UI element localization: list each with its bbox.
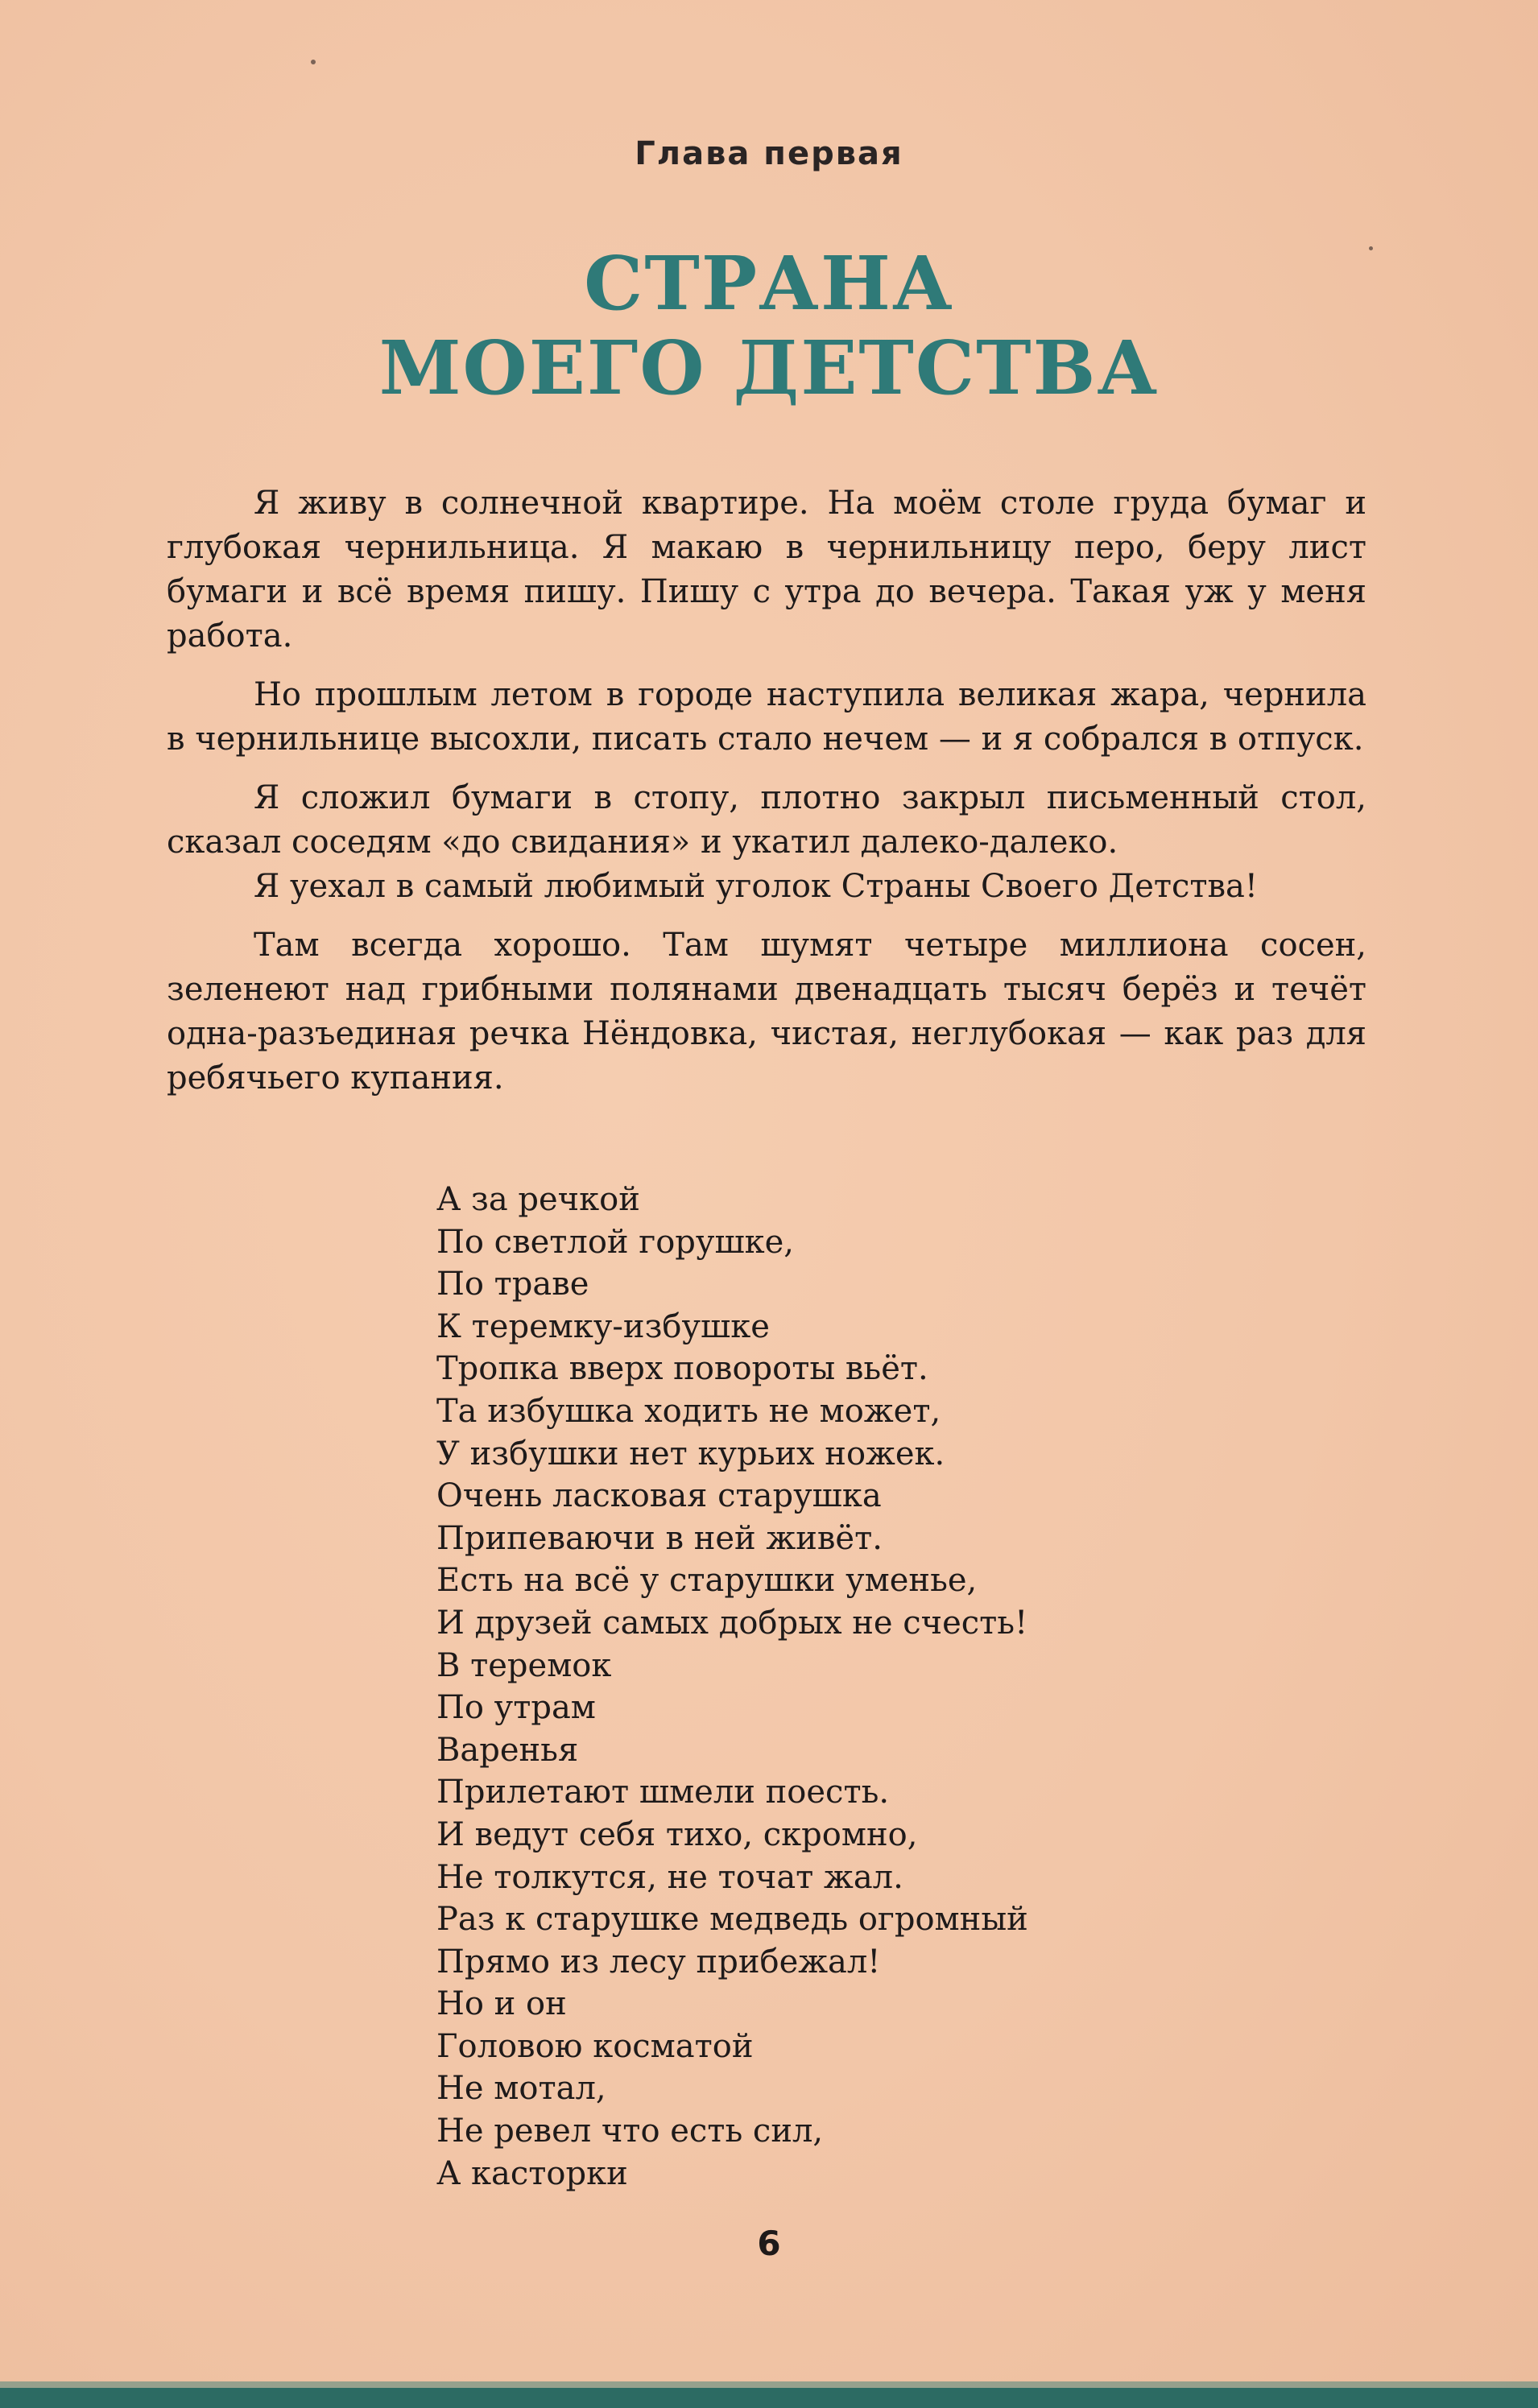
chapter-title-line-1: СТРАНА — [584, 240, 954, 327]
poem-line: А за речкой — [436, 1181, 640, 1218]
poem-line: Прямо из лесу прибежал! — [436, 1943, 881, 1981]
page-edge-shade — [0, 2381, 1538, 2388]
paragraph: Я уехал в самый любимый уголок Страны Своего Детства! — [254, 868, 1258, 905]
poem-line: К теремку-избушке — [436, 1307, 770, 1345]
poem — [436, 1179, 1028, 2195]
page-number: 6 — [757, 2224, 781, 2263]
poem-line: По утрам — [436, 1689, 596, 1727]
poem-line: По траве — [436, 1266, 589, 1303]
poem-line: Не ревел что есть сил, — [436, 2113, 824, 2150]
poem-line: Но и он — [436, 1985, 567, 2023]
poem-line: Есть на всё у старушки уменье, — [436, 1562, 978, 1600]
poem-line: Та избушка ходить не может, — [436, 1392, 941, 1430]
poem-line: По светлой горушке, — [436, 1223, 795, 1261]
page-edge-band — [0, 2388, 1538, 2408]
poem-line: И ведут себя тихо, скромно, — [436, 1815, 918, 1853]
poem-line: Прилетают шмели поесть. — [436, 1774, 890, 1811]
chapter-title — [0, 242, 1538, 411]
chapter-label: Глава первая — [635, 135, 903, 172]
poem-line: Припеваючи в ней живёт. — [436, 1519, 883, 1557]
poem-line: В теремок — [436, 1646, 612, 1684]
paragraph: Но прошлым летом в городе наступила великая жара, чернила в чернильнице высохли, писать стало нечем — и я собрался в отпуск. — [167, 676, 1366, 758]
prose-body — [167, 481, 1366, 1115]
poem-line: И друзей самых добрых не счесть! — [436, 1604, 1028, 1642]
paragraph: Я живу в солнечной квартире. На моём столе груда бумаг и глубокая чернильница. Я макаю в чернильницу перо, беру лист бумаги и всё время пишу. Пишу с утра до вечера. Такая уж у меня работа. — [167, 485, 1366, 655]
paragraph: Я сложил бумаги в стопу, плотно закрыл письменный стол, сказал соседям «до свидания» и укатил далеко-далеко. — [167, 779, 1366, 861]
poem-line: Не толкутся, не точат жал. — [436, 1858, 903, 1896]
poem-line: Головою косматой — [436, 2027, 754, 2065]
chapter-title-line-2: МОЕГО ДЕТСТВА — [378, 324, 1160, 411]
poem-line: У избушки нет курьих ножек. — [436, 1435, 945, 1472]
poem-line: Раз к старушке медведь огромный — [436, 1901, 1028, 1939]
poem-line: Не мотал, — [436, 2070, 606, 2108]
paper-speck — [311, 60, 316, 64]
paragraph: Там всегда хорошо. Там шумят четыре миллиона сосен, зеленеют над грибными полянами двенадцать тысяч берёз и течёт одна-разъединая речка Нёндовка, чистая, неглубокая — как раз для ребячьего купания. — [167, 927, 1366, 1097]
poem-line: Варенья — [436, 1731, 579, 1769]
poem-line: А касторки — [436, 2154, 628, 2192]
poem-line: Очень ласковая старушка — [436, 1477, 882, 1515]
poem-line: Тропка вверх повороты вьёт. — [436, 1350, 928, 1388]
